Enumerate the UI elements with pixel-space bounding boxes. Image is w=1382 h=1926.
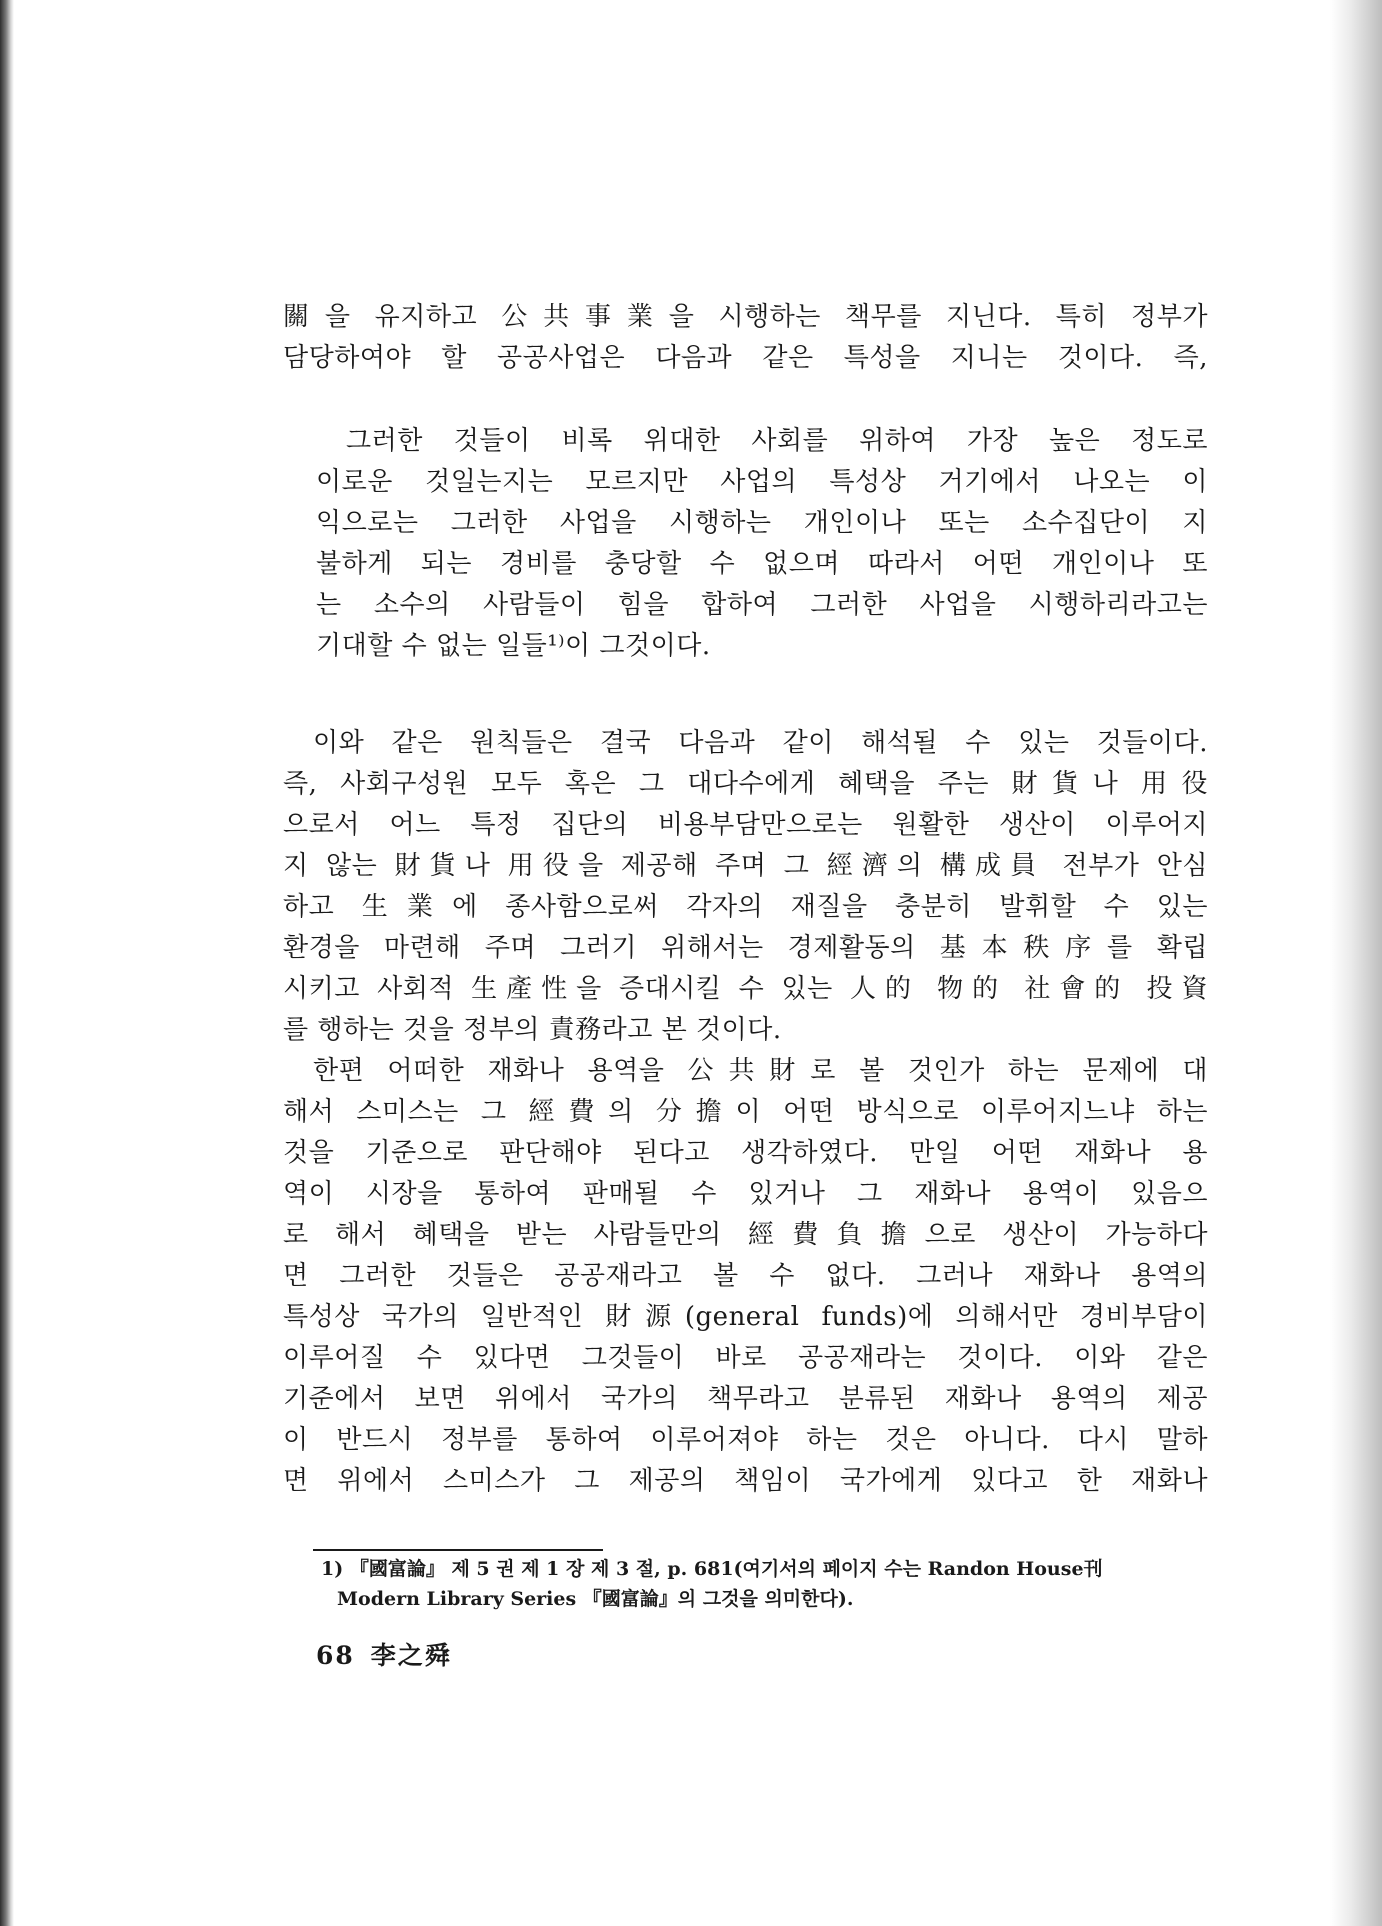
- footnote-divider: [313, 1549, 603, 1551]
- footnote: [321, 1554, 1211, 1614]
- quote-line: 이로운 것일는지는 모르지만 사업의 특성상 거기에서 나오는 이: [316, 467, 1208, 497]
- page-number: 68: [316, 1641, 355, 1670]
- text-line: 해서 스미스는 그 經費의 分擔이 어떤 방식으로 이루어지느냐 하는: [283, 1097, 1208, 1127]
- lead-paragraph: [283, 297, 1208, 379]
- text-line: 로 해서 혜택을 받는 사람들만의 經費負擔으로 생산이 가능하다: [283, 1220, 1208, 1250]
- text-line: 한편 어떠한 재화나 용역을 公共財로 볼 것인가 하는 문제에 대: [313, 1056, 1208, 1086]
- text-line: 이 반드시 정부를 통하여 이루어져야 하는 것은 아니다. 다시 말하: [283, 1425, 1208, 1455]
- text-line: 기준에서 보면 위에서 국가의 책무라고 분류된 재화나 용역의 제공: [283, 1384, 1208, 1414]
- author-name: 李之舜: [370, 1641, 452, 1670]
- text-line: 것을 기준으로 판단해야 된다고 생각하였다. 만일 어떤 재화나 용: [283, 1138, 1208, 1168]
- text-line: 담당하여야 할 공공사업은 다음과 같은 특성을 지니는 것이다. 즉,: [283, 343, 1208, 373]
- page-footer: [316, 1636, 468, 1672]
- quote-line: 불하게 되는 경비를 충당할 수 없으며 따라서 어떤 개인이나 또: [316, 549, 1208, 579]
- text-line: 특성상 국가의 일반적인 財源(general funds)에 의해서만 경비부담이: [283, 1302, 1208, 1332]
- text-line: 지 않는 財貨나 用役을 제공해 주며 그 經濟의 構成員 전부가 안심: [283, 851, 1208, 881]
- quote-line: 그러한 것들이 비록 위대한 사회를 위하여 가장 높은 정도로: [346, 426, 1208, 456]
- quote-line: 익으로는 그러한 사업을 시행하는 개인이나 또는 소수집단이 지: [316, 508, 1208, 538]
- text-line: 역이 시장을 통하여 판매될 수 있거나 그 재화나 용역이 있음으: [283, 1179, 1208, 1209]
- text-line: 으로서 어느 특정 집단의 비용부담만으로는 원활한 생산이 이루어지: [283, 810, 1208, 840]
- page-right-edge: [1330, 0, 1382, 1926]
- main-body: [283, 723, 1208, 1502]
- footnote-line: 1) 『國富論』 제 5 권 제 1 장 제 3 절, p. 681(여기서의 페이지 수는 Randon House刊: [321, 1558, 1103, 1580]
- text-line: 면 위에서 스미스가 그 제공의 책임이 국가에게 있다고 한 재화나: [283, 1466, 1208, 1496]
- text-line: 이와 같은 원칙들은 결국 다음과 같이 해석될 수 있는 것들이다.: [313, 728, 1208, 758]
- text-line: 면 그러한 것들은 공공재라고 볼 수 없다. 그러나 재화나 용역의: [283, 1261, 1208, 1291]
- block-quote: [316, 421, 1208, 667]
- text-line: 이루어질 수 있다면 그것들이 바로 공공재라는 것이다. 이와 같은: [283, 1343, 1208, 1373]
- quote-line: 는 소수의 사람들이 힘을 합하여 그러한 사업을 시행하리라고는: [316, 590, 1208, 620]
- text-line: 關을 유지하고 公共事業을 시행하는 책무를 지닌다. 특히 정부가: [283, 302, 1208, 332]
- quote-line: 기대할 수 없는 일들¹⁾이 그것이다.: [316, 631, 711, 661]
- text-line: 시키고 사회적 生產性을 증대시킬 수 있는 人的 物的 社會的 投資: [283, 974, 1208, 1004]
- text-line: 를 행하는 것을 정부의 責務라고 본 것이다.: [283, 1015, 782, 1045]
- page-left-edge: [0, 0, 14, 1926]
- text-line: 하고 生業에 종사함으로써 각자의 재질을 충분히 발휘할 수 있는: [283, 892, 1208, 922]
- text-line: 즉, 사회구성원 모두 혹은 그 대다수에게 혜택을 주는 財貨나 用役: [283, 769, 1208, 799]
- text-line: 환경을 마련해 주며 그러기 위해서는 경제활동의 基本秩序를 확립: [283, 933, 1208, 963]
- footnote-line: Modern Library Series 『國富論』의 그것을 의미한다).: [337, 1588, 854, 1610]
